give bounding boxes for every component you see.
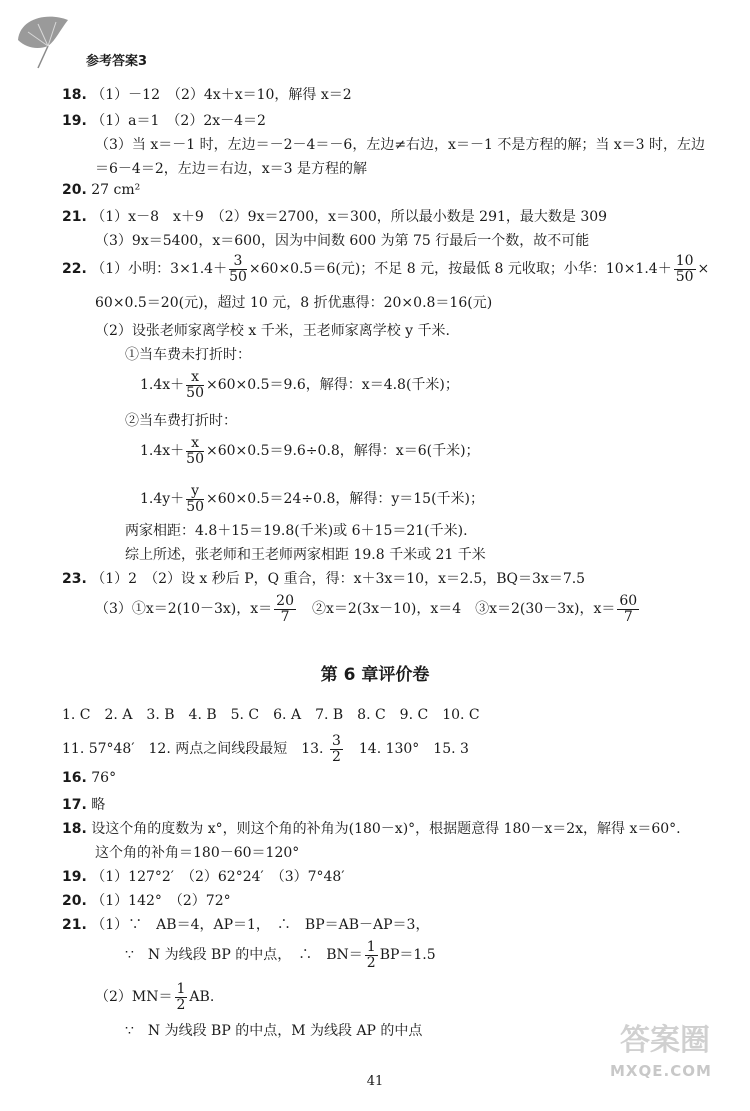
watermark-logo: 答案圈: [620, 1023, 710, 1058]
fraction-numerator: 60: [619, 593, 638, 609]
fraction: [229, 254, 247, 284]
q22-line2: 60×0.5＝20(元)，超过 10 元，8 折优惠得：20×0.8＝16(元): [95, 295, 493, 311]
fraction: [186, 436, 204, 466]
a21-part2: [95, 982, 214, 1012]
q22-conclusion: 综上所述，张老师和王老师两家相距 19.8 千米或 21 千米: [125, 547, 486, 563]
q23-number: 23.: [62, 571, 87, 587]
eq-text-a: 1.4x＋: [140, 443, 185, 460]
header-title: 参考答案3: [86, 54, 148, 69]
page-number: 41: [366, 1074, 384, 1089]
a17-number: 17.: [62, 797, 87, 813]
a16-line: [62, 770, 116, 786]
eq-text-b: ×60×0.5＝24÷0.8，解得：y＝15(千米)；: [206, 491, 485, 508]
q22-case2: ②当车费打折时：: [125, 413, 237, 429]
watermark-text: MXQE.COM: [610, 1062, 712, 1080]
a18-text: 设这个角的度数为 x°，则这个角的补角为(180－x)°，根据题意得 180－x＝2x，解得 x＝60°.: [91, 821, 681, 837]
q22-line: [62, 254, 709, 284]
fraction: [365, 940, 378, 970]
fraction-denominator: 50: [186, 450, 204, 467]
q23-text-a: （3）①x＝2(10－3x)，x＝: [95, 601, 273, 618]
a17-line: [62, 794, 105, 814]
fraction: [175, 982, 188, 1012]
a20-line: [62, 890, 231, 910]
q20-text: 27 cm²: [91, 182, 141, 198]
q22-number: 22.: [62, 261, 87, 278]
q19-part3-cont: ＝6－4＝2，左边＝右边，x＝3 是方程的解: [95, 161, 367, 177]
fraction: [186, 484, 204, 514]
row2-text-a: 11. 57°48′ 12. 两点之间线段最短 13.: [62, 741, 328, 758]
q21-part3: （3）9x＝5400，x＝600，因为中间数 600 为第 75 行最后一个数，故不可能: [95, 233, 590, 249]
q21-line: [62, 206, 607, 226]
fraction-numerator: x: [186, 370, 204, 386]
fraction-denominator: 50: [186, 384, 204, 401]
a21-number: 21.: [62, 917, 87, 933]
fraction-numerator: 1: [366, 939, 376, 955]
fraction: [274, 594, 296, 624]
fraction-numerator: x: [186, 436, 204, 452]
section-title: 第 6 章评价卷: [320, 665, 430, 685]
fraction-denominator: 50: [675, 268, 694, 285]
a20-text: （1）142° （2）72°: [91, 893, 231, 909]
ginkgo-leaf-icon: [8, 10, 78, 70]
a21-text-a: ∵ N 为线段 BP 的中点， ∴ BN＝: [125, 947, 363, 964]
q22-eq1: [140, 370, 459, 400]
a21-part2-text-a: （2）MN＝: [95, 989, 173, 1006]
q21-text: （1）x－8 x＋9 （2）9x＝2700，x＝300，所以最小数是 291，最大数是 309: [91, 209, 608, 225]
q23-text-b: ②x＝2(3x－10)，x＝4 ③x＝2(30－3x)，x＝: [297, 601, 616, 618]
q23-line: [62, 568, 585, 588]
q19-part3: （3）当 x＝－1 时，左边＝－2－4＝－6，左边≠右边，x＝－1 不是方程的解；当 x＝3 时，左边: [95, 137, 706, 153]
fraction: [186, 370, 204, 400]
q22-part2: （2）设张老师家离学校 x 千米，王老师家离学校 y 千米.: [95, 323, 450, 339]
q22-eq3: [140, 484, 484, 514]
fraction-numerator: 10: [675, 253, 694, 269]
fraction-denominator: 2: [176, 996, 186, 1013]
q22-text-c: ×: [697, 261, 710, 278]
fraction-numerator: 3: [229, 254, 247, 270]
q20-number: 20.: [62, 182, 87, 198]
fraction-denominator: 7: [623, 608, 633, 625]
q23-part3: [95, 594, 641, 624]
a17-text: 略: [91, 797, 106, 813]
q22-text-a: （1）小明：3×1.4＋: [91, 261, 228, 278]
eq-text-a: 1.4x＋: [140, 377, 185, 394]
q19-line: [62, 110, 266, 130]
a16-number: 16.: [62, 770, 87, 786]
fraction-denominator: 2: [331, 748, 341, 765]
a16-text: 76°: [91, 770, 117, 786]
fraction: [330, 734, 343, 764]
fraction-numerator: y: [186, 484, 204, 500]
a21-part2-reason: ∵ N 为线段 BP 的中点，M 为线段 AP 的中点: [125, 1023, 423, 1039]
a20-number: 20.: [62, 893, 87, 909]
fraction-numerator: 3: [331, 733, 341, 749]
a18-line: [62, 818, 681, 838]
row2-text-b: 14. 130° 15. 3: [344, 741, 469, 758]
q19-number: 19.: [62, 113, 87, 129]
a21-text: （1）∵ AB＝4，AP＝1， ∴ BP＝AB－AP＝3，: [91, 917, 430, 933]
a18-cont: 这个角的补角＝180－60＝120°: [95, 845, 300, 861]
a19-text: （1）127°2′ （2）62°24′ （3）7°48′: [91, 869, 345, 885]
q23-text: （1）2 （2）设 x 秒后 P，Q 重合，得：x＋3x＝10，x＝2.5，BQ＝3x＝7.5: [91, 571, 586, 587]
fraction-numerator: 1: [176, 981, 186, 997]
fraction-numerator: 20: [276, 593, 294, 609]
q21-number: 21.: [62, 209, 87, 225]
eq-text-a: 1.4y＋: [140, 491, 185, 508]
q22-eq2: [140, 436, 480, 466]
eq-text-b: ×60×0.5＝9.6，解得：x＝4.8(千米)；: [206, 377, 459, 394]
q18-line: [62, 84, 352, 104]
a19-number: 19.: [62, 869, 87, 885]
fraction-denominator: 2: [366, 954, 376, 971]
q18-number: 18.: [62, 87, 87, 103]
q19-text: （1）a＝1 （2）2x－4＝2: [91, 113, 266, 129]
a21-step2: [125, 940, 436, 970]
q18-text: （1）－12 （2）4x＋x＝10，解得 x＝2: [91, 87, 352, 103]
fraction-denominator: 50: [186, 498, 205, 515]
fraction-denominator: 7: [280, 608, 290, 625]
header: [8, 10, 148, 70]
fraction-denominator: 50: [229, 268, 247, 285]
a21-part2-text-b: AB.: [189, 989, 215, 1006]
a18-number: 18.: [62, 821, 87, 837]
q22-distance: 两家相距：4.8＋15＝19.8(千米)或 6＋15＝21(千米).: [125, 523, 468, 539]
q22-text-b: ×60×0.5＝6(元)；不足 8 元，按最低 8 元收取；小华：10×1.4＋: [248, 261, 672, 278]
q22-case1: ①当车费未打折时：: [125, 347, 251, 363]
answers-row1: 1. C 2. A 3. B 4. B 5. C 6. A 7. B 8. C 9. C 10. C: [62, 707, 480, 723]
answers-row2: [62, 734, 469, 764]
a19-line: [62, 866, 345, 886]
eq-text-b: ×60×0.5＝9.6÷0.8，解得：x＝6(千米)；: [206, 443, 480, 460]
fraction: [617, 594, 639, 624]
a21-text-b: BP＝1.5: [379, 947, 436, 964]
q20-line: [62, 182, 140, 198]
fraction: [674, 254, 696, 284]
a21-line: [62, 914, 429, 934]
